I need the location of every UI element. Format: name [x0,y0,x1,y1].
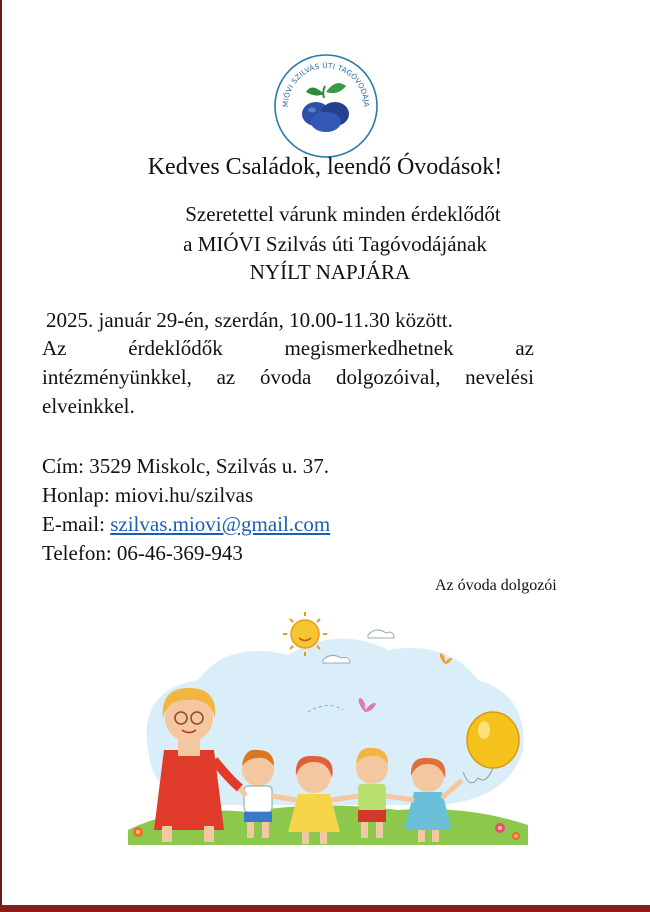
logo-ring-text: MIÓVI SZILVÁS ÚTI TAGÓVODÁJA [280,60,372,108]
description-line: intézményünkkel, az óvoda dolgozóival, nevelési [42,365,534,389]
invitation-line-2: a MIÓVI Szilvás úti Tagóvodájának [183,232,487,256]
contact-email-row [42,510,330,539]
invitation-line-1: Szeretettel várunk minden érdeklődőt [185,202,501,226]
event-date: 2025. január 29-én, szerdán, 10.00-11.30 között. [46,308,453,332]
bottom-border [0,905,650,912]
contact-phone: Telefon: 06-46-369-943 [42,541,243,565]
email-label: E-mail: [42,512,111,536]
event-description [42,334,534,421]
signature: Az óvoda dolgozói [435,577,557,594]
flower-icon [512,832,520,840]
description-line: Az érdeklődők megismerkedhetnek az [42,336,534,360]
flower-icon [495,823,505,833]
left-border [0,0,2,912]
kindergarten-logo [272,52,380,160]
email-link[interactable]: szilvas.miovi@gmail.com [110,512,331,536]
invitation-line-3: NYÍLT NAPJÁRA [249,260,411,284]
contact-address: Cím: 3529 Miskolc, Szilvás u. 37. [42,454,330,478]
greeting-heading: Kedves Családok, leendő Óvodások! [147,154,503,180]
flower-icon [133,827,143,837]
children-illustration [118,600,538,862]
contact-website: Honlap: miovi.hu/szilvas [42,483,254,507]
description-line: elveinkkel. [42,394,135,418]
